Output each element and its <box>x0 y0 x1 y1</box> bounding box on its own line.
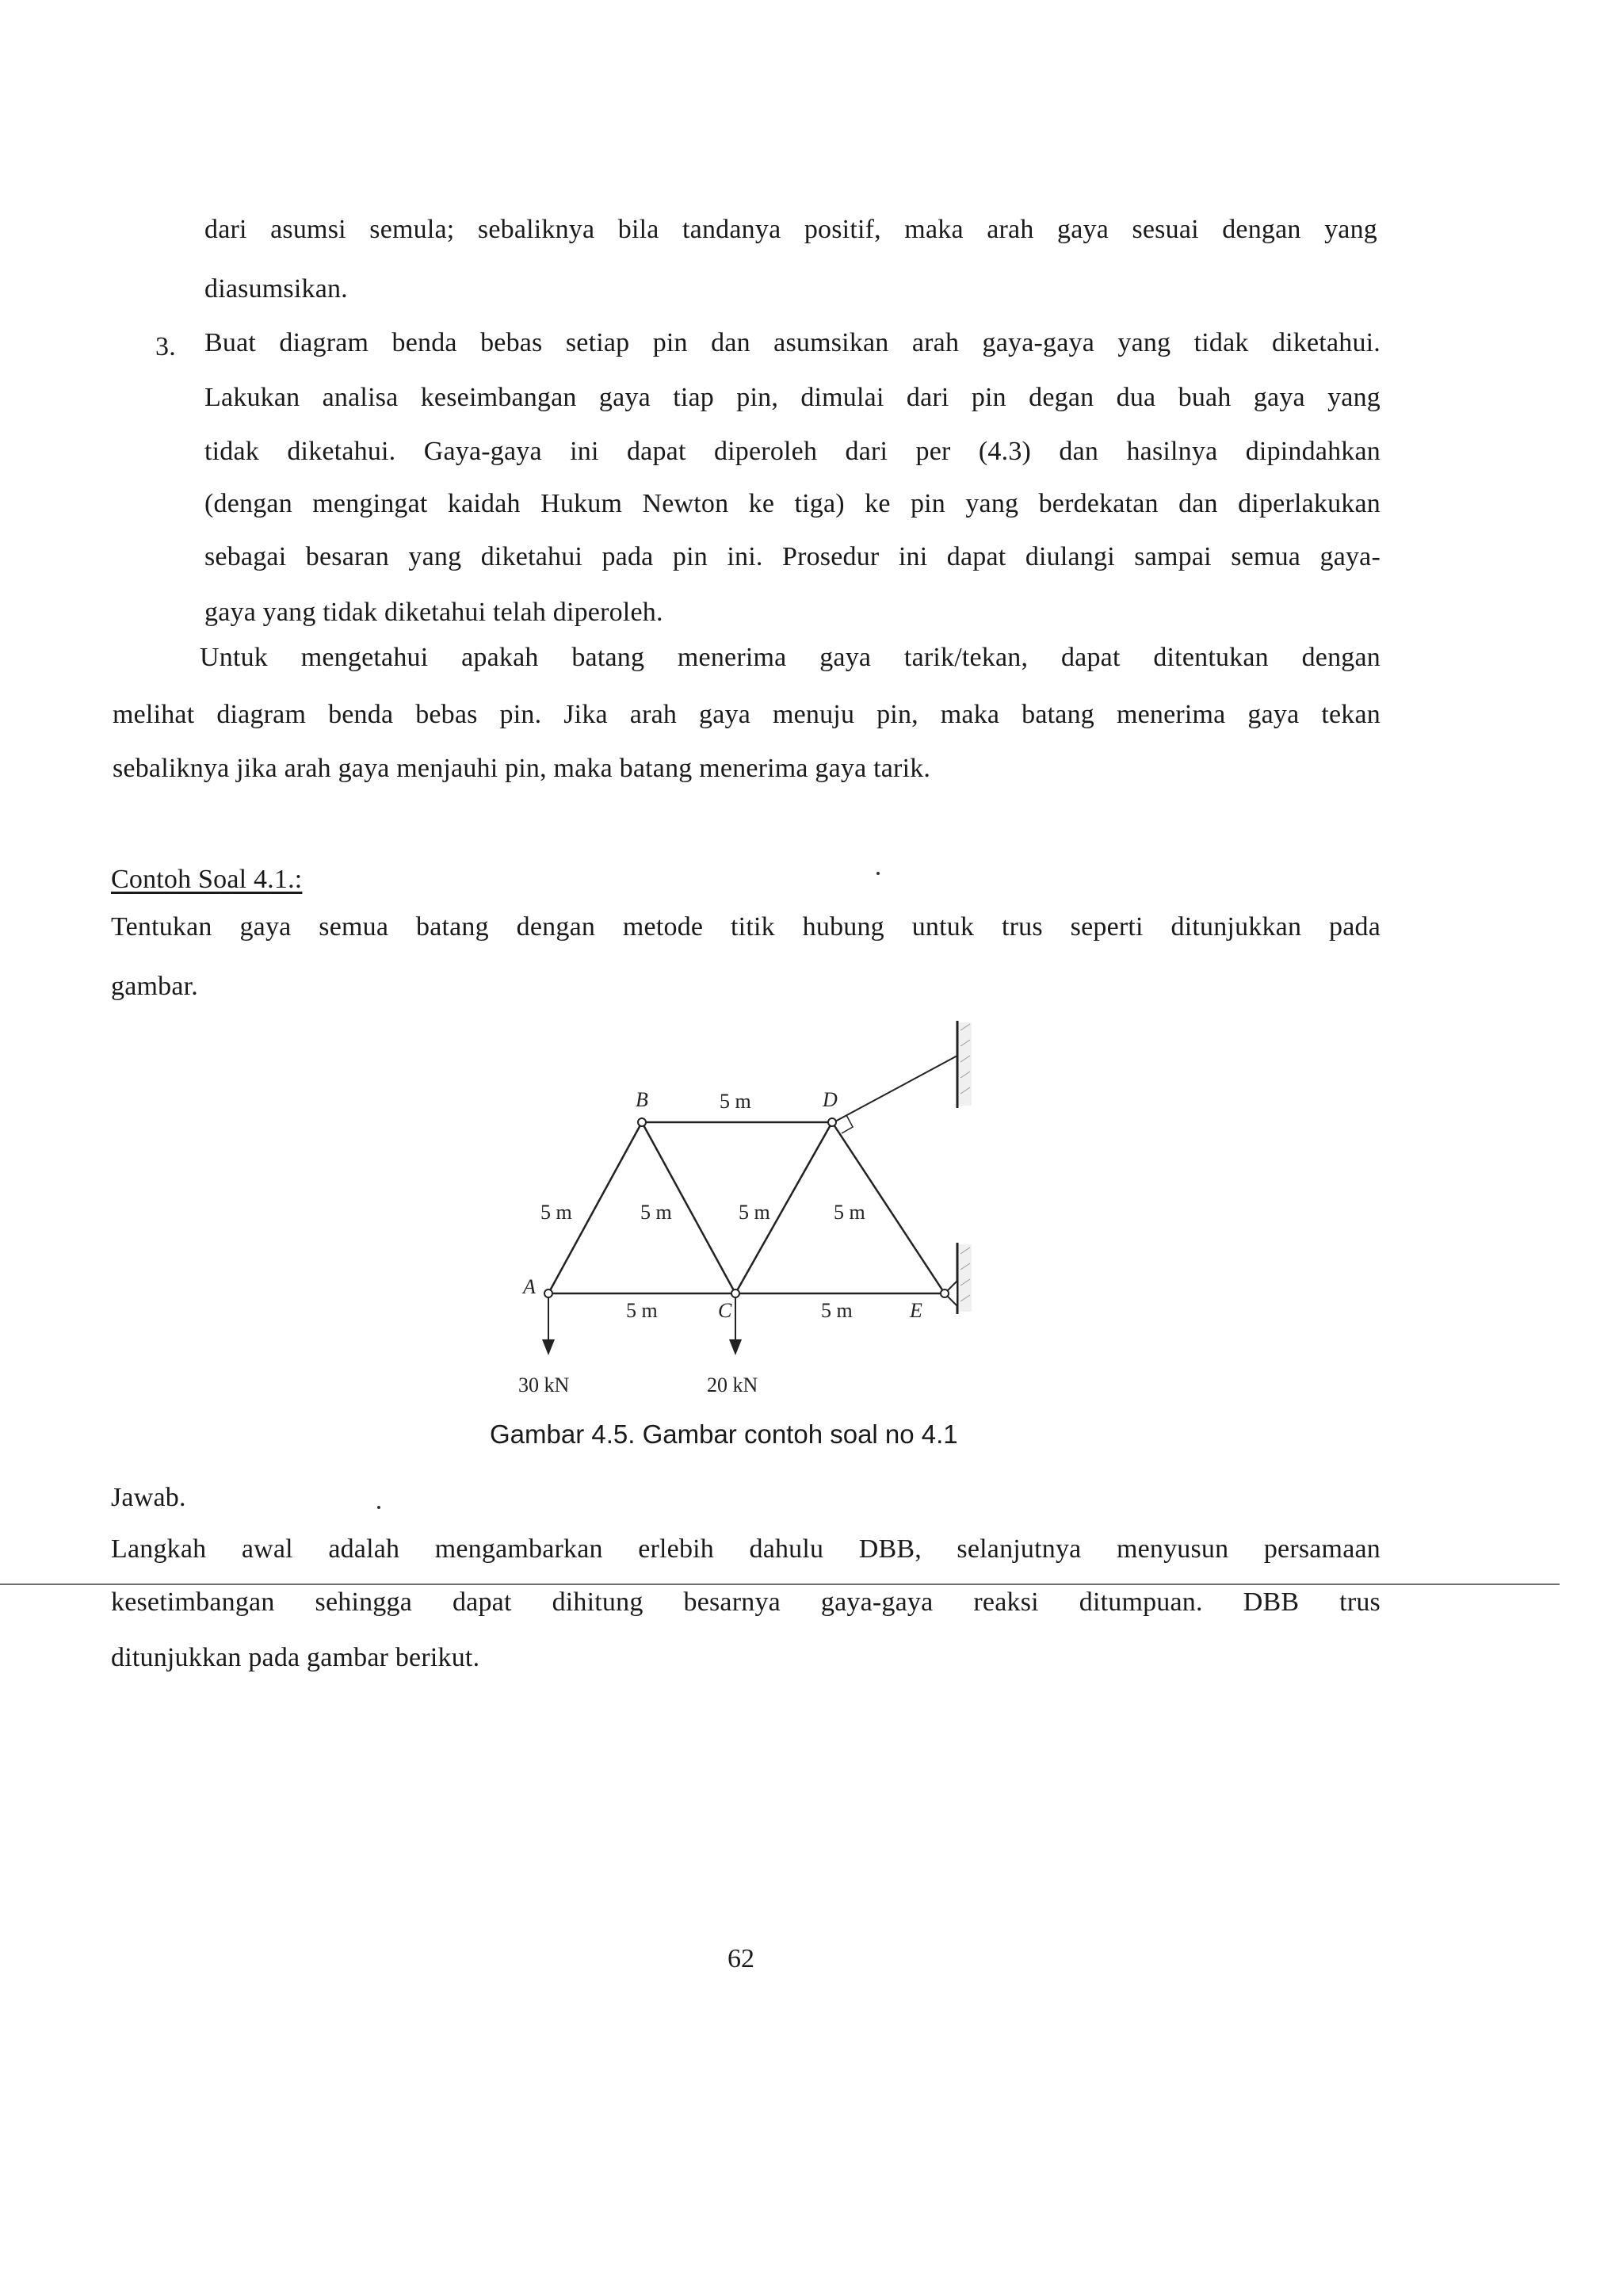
step-3-line-6: gaya yang tidak diketahui telah diperoleh. <box>204 598 663 627</box>
node-label-b: B <box>636 1088 648 1111</box>
truss-diagram <box>491 1007 1014 1419</box>
step-3-line-2: Lakukan analisa keseimbangan gaya tiap pin, dimulai dari pin degan dua buah gaya yang <box>204 383 1381 412</box>
length-label-bc: 5 m <box>640 1201 672 1224</box>
lower-wall-support <box>957 1243 972 1314</box>
paragraph-2-line-2: melihat diagram benda bebas pin. Jika arah gaya menuju pin, maka batang menerima gaya tekan <box>113 700 1381 729</box>
node-label-a: A <box>523 1275 536 1298</box>
node-label-d: D <box>823 1088 838 1111</box>
load-label-c: 20 kN <box>707 1373 758 1396</box>
truss-figure <box>491 1007 1014 1419</box>
joint-b <box>638 1118 646 1126</box>
load-arrowhead-c <box>729 1339 742 1355</box>
example-heading: Contoh Soal 4.1.: <box>111 865 303 894</box>
figure-caption: Gambar 4.5. Gambar contoh soal no 4.1 <box>490 1419 958 1449</box>
joint-c <box>731 1289 739 1297</box>
paragraph-1-line-1: dari asumsi semula; sebaliknya bila tandanya positif, maka arah gaya sesuai dengan yang <box>204 215 1377 244</box>
length-label-cd: 5 m <box>739 1201 770 1224</box>
paragraph-2-line-1: Untuk mengetahui apakah batang menerima gaya tarik/tekan, dapat ditentukan dengan <box>200 643 1381 672</box>
example-line-2: gambar. <box>111 972 198 1001</box>
answer-line-1: Langkah awal adalah mengambarkan erlebih dahulu DBB, selanjutnya menyusun persamaan <box>111 1534 1381 1564</box>
length-label-ac: 5 m <box>626 1299 658 1322</box>
node-label-c: C <box>718 1299 732 1322</box>
example-line-1: Tentukan gaya semua batang dengan metode titik hubung untuk trus seperti ditunjukkan pada <box>111 912 1381 942</box>
step-3-line-1: Buat diagram benda bebas setiap pin dan asumsikan arah gaya-gaya yang tidak diketahui. <box>204 328 1381 357</box>
step-3-line-3: tidak diketahui. Gaya-gaya ini dapat diperoleh dari per (4.3) dan hasilnya dipindahkan <box>204 437 1381 466</box>
step-3-line-5: sebagai besaran yang diketahui pada pin ini. Prosedur ini dapat diulangi sampai semua gaya- <box>204 542 1381 571</box>
scan-speck-2 <box>377 1506 380 1509</box>
upper-wall-support <box>957 1021 972 1108</box>
paragraph-1-line-2: diasumsikan. <box>204 274 348 304</box>
length-label-de: 5 m <box>834 1201 865 1224</box>
length-label-ce: 5 m <box>821 1299 853 1322</box>
load-label-a: 30 kN <box>518 1373 570 1396</box>
length-label-bd: 5 m <box>720 1090 751 1113</box>
support-link-d <box>834 1056 957 1122</box>
step-3-line-4: (dengan mengingat kaidah Hukum Newton ke tiga) ke pin yang berdekatan dan diperlakukan <box>204 489 1381 518</box>
answer-line-2: kesetimbangan sehingga dapat dihitung besarnya gaya-gaya reaksi ditumpuan. DBB trus <box>111 1587 1381 1617</box>
page-number: 62 <box>727 1944 754 1973</box>
scan-rule-line <box>0 1584 1560 1585</box>
load-arrowhead-a <box>542 1339 555 1355</box>
length-label-ab: 5 m <box>540 1201 572 1224</box>
answer-heading: Jawab. <box>111 1483 186 1512</box>
scan-speck <box>876 872 880 875</box>
paragraph-2-line-3: sebaliknya jika arah gaya menjauhi pin, maka batang menerima gaya tarik. <box>113 754 931 783</box>
joint-d <box>828 1118 836 1126</box>
joint-e <box>941 1289 949 1297</box>
joint-a <box>544 1289 552 1297</box>
node-label-e: E <box>910 1299 922 1322</box>
answer-line-3: ditunjukkan pada gambar berikut. <box>111 1643 480 1672</box>
step-3-number: 3. <box>155 332 176 361</box>
